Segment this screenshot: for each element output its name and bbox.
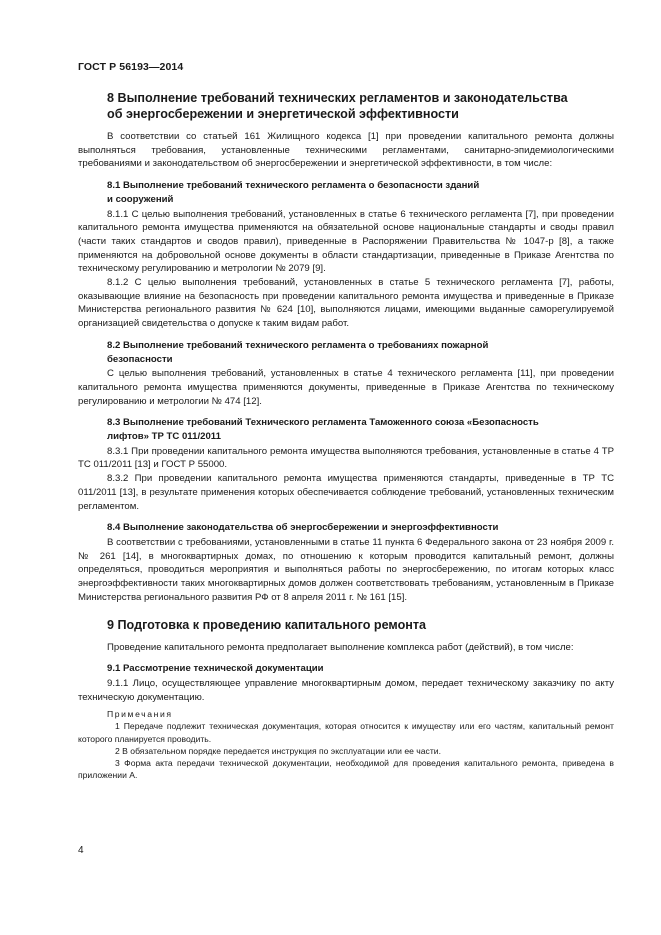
note-1: 1 Передаче подлежит техническая документация, которая относится к имуществу или его частям, капитальный ремонт которого планируется проводить. [78,721,614,744]
section-8-3-title-line1: 8.3 Выполнение требований Технического регламента Таможенного союза «Безопасность [107,417,539,429]
section-8-1-title-line2: и сооружений [107,193,174,205]
section-8-1-heading [78,179,614,206]
paragraph-8-1-2: 8.1.2 С целью выполнения требований, установленных в статье 5 технического регламента [7], работы, оказывающие влияние на безопасность при проведении капитального ремонта имущества и приведенные в Приказе Министерства регионального развития № 624 [10], выполняются лицами, имеющими выданные саморегулируемой организацией свидетельства о допуске к таким видам работ. [78,277,614,330]
paragraph-8-2: С целью выполнения требований, установленных в статье 4 технического регламента [11], при проведении капитального ремонта имущества применяются документы, приведенные в Приказе Агентства по техническому регулированию и метрологии № 474 [12]. [78,368,614,407]
notes-title: Примечания [107,709,173,720]
section-8-intro: В соответствии со статьей 161 Жилищного кодекса [1] при проведении капитального ремонта должны выполняться требования, установленные техническими регламентами, санитарно-эпидемиологическими требованиями и законодательством об энергосбережении и энергетической эффективности, в том числе: [78,131,614,170]
note-2: 2 В обязательном порядке передается инструкция по эксплуатации или ее части. [115,745,441,756]
paragraph-8-1-1: 8.1.1 С целью выполнения требований, установленных в статье 6 технического регламента [7], при проведении капитального ремонта имущества применяются на обязательной основе национальные стандарты и своды правил (части таких стандартов и сводов правил), приведенные в Распоряжении Правительства № 1047-р [8], а также применяются на добровольной основе документы в области стандартизации, приведенные в Приказе Агентства по техническому регулированию и метрологии № 2079 [9]. [78,208,614,275]
paragraph-8-3-1: 8.3.1 При проведении капитального ремонта имущества выполняются требования, установленные в статье 4 ТР ТС 011/2011 [13] и ГОСТ Р 55000. [78,445,614,471]
section-8-2-heading [78,339,614,366]
document-body [78,90,614,781]
section-8-title-line2: об энергосбережении и энергетической эффективности [107,107,459,121]
note-3: 3 Форма акта передачи технической документации, необходимой для проведения капитального ремонта, приведена в приложении А. [78,757,614,781]
paragraph-8-3-2: 8.3.2 При проведении капитального ремонта имущества применяются стандарты, приведенные в ТР ТС 011/2011 [13], в результате применения которых обеспечивается соблюдение требований, установленных техническим регламентом. [78,473,614,512]
page-number: 4 [78,845,84,856]
section-8-heading [78,90,614,122]
section-9-heading: 9 Подготовка к проведению капитального ремонта [107,617,427,632]
section-9-intro: Проведение капитального ремонта предполагает выполнение комплекса работ (действий), в том числе: [107,641,574,653]
section-8-2-title-line2: безопасности [107,353,173,365]
section-9-1-heading: 9.1 Рассмотрение технической документации [107,663,324,675]
section-8-3-title-line2: лифтов» ТР ТС 011/2011 [107,431,221,443]
section-8-title-line1: 8 Выполнение требований технических регламентов и законодательства [107,91,568,105]
section-8-1-title-line1: 8.1 Выполнение требований технического регламента о безопасности зданий [107,180,480,192]
paragraph-9-1-1: 9.1.1 Лицо, осуществляющее управление многоквартирным домом, передает техническому заказчику по акту техническую документацию. [78,677,614,703]
document-header: ГОСТ Р 56193—2014 [78,61,184,73]
section-8-2-title-line1: 8.2 Выполнение требований технического регламента о требованиях пожарной [107,339,489,351]
section-8-3-heading [78,416,614,443]
paragraph-8-4: В соответствии с требованиями, установленными в статье 11 пункта 6 Федерального закона от 23 ноября 2009 г. № 261 [14], в многоквартирных домах, по отношению к которым проводится капитальный ремонт, должны определяться, проводиться мероприятия и выполняться работы по энергосбережению, по итогам которых класс энергоэффективности таких многоквартирных домов должен соответствовать требованиям, установленным в Приказе Министерства регионального развития РФ от 8 апреля 2011 г. № 161 [15]. [78,536,614,603]
section-8-4-heading: 8.4 Выполнение законодательства об энергосбережении и энергоэффективности [107,522,499,534]
